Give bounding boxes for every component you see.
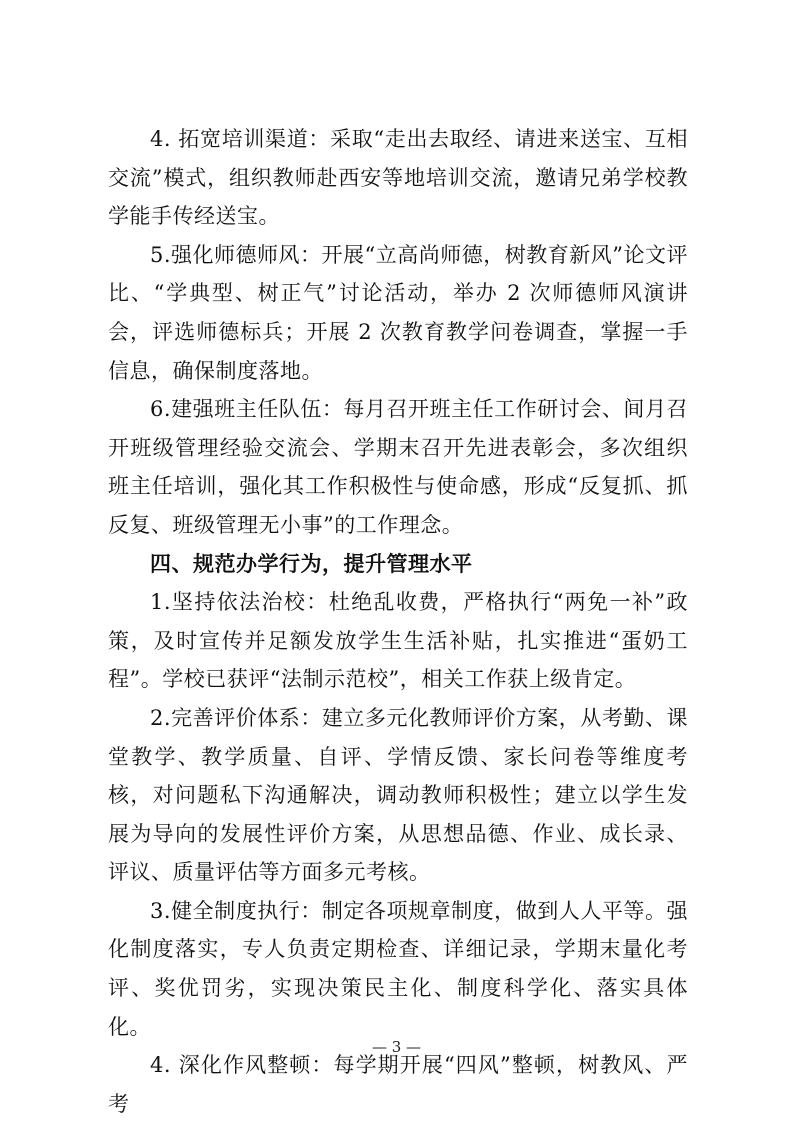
paragraph-evaluation-system: 2.完善评价体系：建立多元化教师评价方案，从考勤、课堂教学、教学质量、自评、学情反馈、家长问卷等维度考核，对问题私下沟通解决，调动教师积极性；建立以学生发展为导向的发展性评价方案，从思想品德、作业、成长录、评议、质量评估等方面多元考核。 <box>108 705 688 885</box>
paragraph-training-channels: 4. 拓宽培训渠道：采取“走出去取经、请进来送宝、互相交流”模式，组织教师赴西安等地培训交流，邀请兄弟学校教学能手传经送宝。 <box>108 127 688 229</box>
paragraph-head-teachers: 6.建强班主任队伍：每月召开班主任工作研讨会、间月召开班级管理经验交流会、学期末召开先进表彰会，多次组织班主任培训，强化其工作积极性与使命感，形成“反复抓、抓反复、班级管理无小事”的工作理念。 <box>108 397 688 537</box>
document-body <box>108 120 688 1123</box>
page-number: — 3 — <box>371 1038 422 1056</box>
section-heading-four: 四、规范办学行为，提升管理水平 <box>150 551 473 576</box>
paragraph-work-style: 4. 深化作风整顿：每学期开展“四风”整顿，树教风、严考 <box>108 1053 688 1116</box>
paragraph-rule-of-law: 1.坚持依法治校：杜绝乱收费，严格执行“两免一补”政策，及时宣传并足额发放学生生活补贴，扎实推进“蛋奶工程”。学校已获评“法制示范校”，相关工作获上级肯定。 <box>108 590 688 692</box>
paragraph-teacher-ethics: 5.强化师德师风：开展“立高尚师德，树教育新风”论文评比、“学典型、树正气”讨论活动，举办 2 次师德师风演讲会，评选师德标兵；开展 2 次教育教学问卷调查，掌握一手信息，确保制度落地。 <box>108 242 689 383</box>
paragraph-system-execution: 3.健全制度执行：制定各项规章制度，做到人人平等。强化制度落实，专人负责定期检查、详细记录，学期末量化考评、奖优罚劣，实现决策民主化、制度科学化、落实具体化。 <box>108 898 688 1039</box>
